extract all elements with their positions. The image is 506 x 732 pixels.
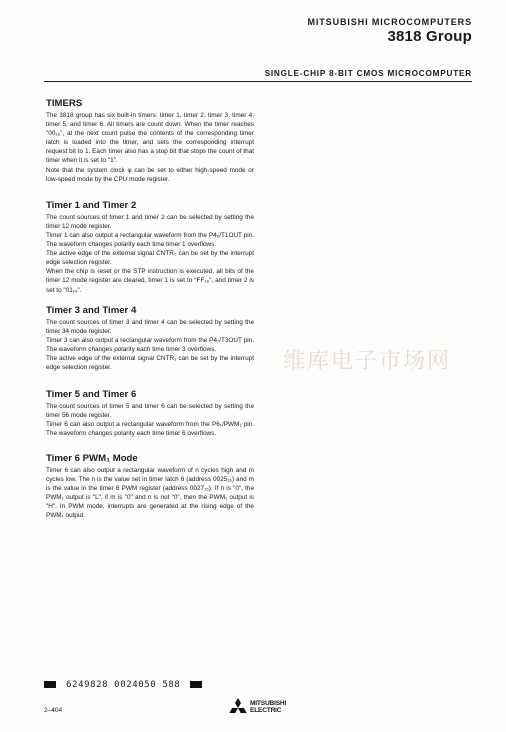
paragraph: When the chip is reset or the STP instruction is executed, all bits of the timer 12 mode register are cleared, timer 1 is set to "FF₁₆", and timer 2 is set to "01₁₆". [46, 268, 254, 294]
paragraph: Timer 3 can also output a rectangular waveform from the P4₇/T3OUT pin. The waveform changes polarity each time timer 3 overflows. [46, 336, 254, 353]
paragraph: Note that the system clock φ can be set to either high-speed mode or low-speed mode by the CPU mode register. [46, 166, 254, 183]
paragraph: The active edge of the external signal CNTR₀ can be set by the interrupt edge selection register. [46, 250, 254, 267]
barcode-line [40, 680, 206, 690]
paragraph: The count sources of timer 3 and timer 4 can be selected by setting the timer 34 mode register. [46, 318, 254, 335]
logo-text [250, 700, 286, 714]
logo-line-1: MITSUBISHI [250, 700, 287, 707]
section-heading: Timer 1 and Timer 2 [46, 199, 137, 211]
paragraph: The active edge of the external signal CNTR₁ can be set by the interrupt edge selection register. [46, 354, 254, 372]
section-heading: Timer 5 and Timer 6 [46, 389, 137, 401]
paragraph: Timer 1 can also output a rectangular waveform from the P4₆/T1OUT pin. The waveform changes polarity each time timer 1 overflows. [46, 231, 254, 249]
text-column [46, 98, 254, 520]
header-rule [44, 81, 472, 82]
section-heading: Timer 6 PWM₁ Mode [46, 452, 138, 464]
header-group: 3818 Group [387, 28, 472, 45]
paragraph: The count sources of timer 1 and timer 2 can be selected by setting the timer 12 mode register. [46, 213, 254, 230]
paragraph: Timer 6 can also output a rectangular waveform from the P6₁/PWM₁ pin. The waveform changes polarity each time timer 6 overflows. [46, 421, 254, 438]
section-heading: Timer 3 and Timer 4 [46, 304, 137, 316]
page-number: 2–404 [44, 707, 63, 714]
header-subtitle: SINGLE-CHIP 8-BIT CMOS MICROCOMPUTER [264, 69, 472, 78]
section-timer-5-6 [46, 389, 254, 438]
barcode-block-left [44, 681, 56, 688]
section-heading: TIMERS [46, 98, 83, 109]
three-diamonds-icon [228, 698, 248, 718]
mitsubishi-logo [228, 697, 302, 719]
paragraph: Timer 6 can also output a rectangular waveform of n cycles high and m cycles low. The n is the value set in timer latch 6 (address 0025₁₆) and m is the value in the timer 6 PWM register (address 0027₁₆). If n is "0", the PWM₁ output is "L", if m is "0" and n is not "0", then the PWM₁ output is "H". In PWM mode, interrupts are generated at the rising edge of the PWM₁ output. [46, 466, 254, 519]
paragraph: The 3818 group has six built-in timers: timer 1, timer 2, timer 3, timer 4, timer 5, and timer 6. All timers are count down. When the timer reaches "00₁₆", at the next count pulse the contents of the corresponding timer latch is loaded into the timer, and sets the corresponding interrupt request bit to 1. Each timer also has a stop bit that stops the count of that timer when it is set to "1". [46, 112, 254, 165]
paragraph: The count sources of timer 5 and timer 6 can be selected by setting the timer 56 mode register. [46, 403, 254, 420]
section-timer-3-4 [46, 305, 254, 373]
section-timers [46, 98, 254, 184]
section-timer-6-pwm [46, 453, 254, 521]
barcode-text: 6249828 0024050 588 [66, 680, 181, 690]
section-timer-1-2 [46, 200, 254, 295]
header-brand: MITSUBISHI MICROCOMPUTERS [307, 17, 472, 27]
logo-line-2: ELECTRIC [250, 707, 282, 715]
barcode-block-right [190, 681, 202, 688]
watermark: 维库电子市场网 [283, 349, 452, 374]
